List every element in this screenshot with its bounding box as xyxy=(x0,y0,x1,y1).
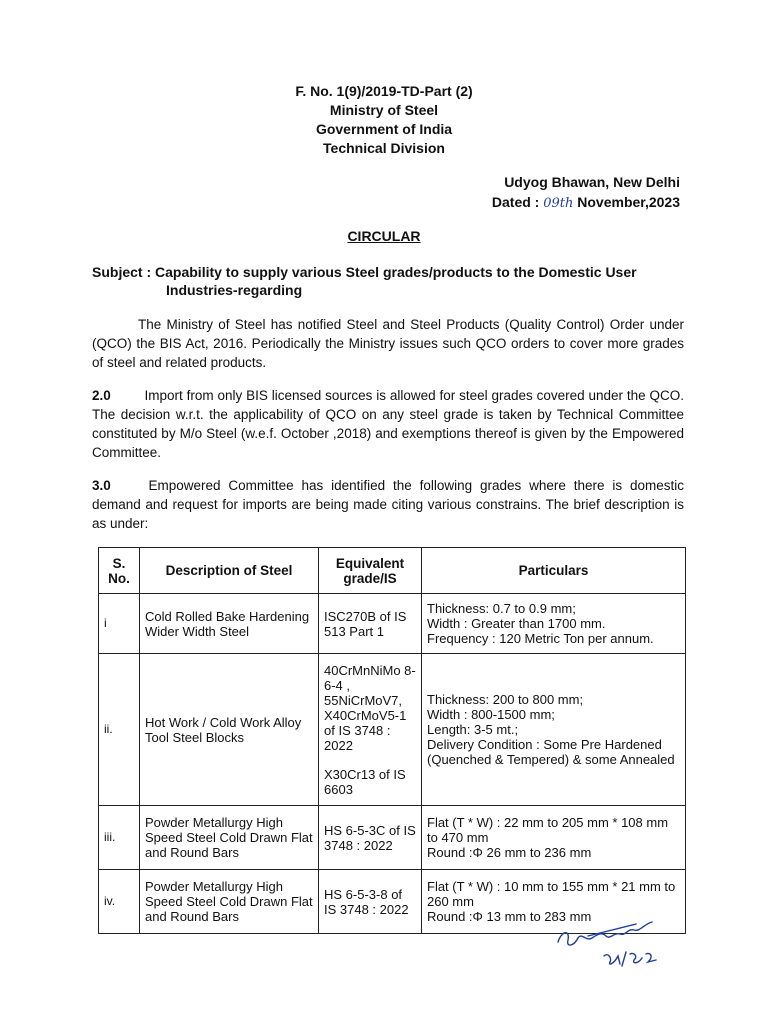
row-description: Hot Work / Cold Work Alloy Tool Steel Blocks xyxy=(140,654,319,806)
signature-strokes xyxy=(558,922,656,966)
table-row xyxy=(99,654,686,806)
circular-heading xyxy=(0,228,768,244)
row-sno: ii. xyxy=(99,654,140,806)
subject-label: Subject : xyxy=(92,264,152,280)
row-particulars: Thickness: 0.7 to 0.9 mm; Width : Greater than 1700 mm. Frequency : 120 Metric Ton per annum. xyxy=(422,594,686,654)
table-header-row xyxy=(99,548,686,594)
row-description: Powder Metallurgy High Speed Steel Cold Drawn Flat and Round Bars xyxy=(140,870,319,934)
row-sno: iii. xyxy=(99,806,140,870)
paragraph-1: The Ministry of Steel has notified Steel and Steel Products (Quality Control) Order under (QCO) the BIS Act, 2016. Periodically the Ministry issues such QCO orders to cover more grades of steel and related products. xyxy=(92,317,684,370)
subject-line-2: Industries-regarding xyxy=(166,282,303,298)
row-particulars: Flat (T * W) : 22 mm to 205 mm * 108 mm to 470 mm Round :Φ 26 mm to 236 mm xyxy=(422,806,686,870)
header-equivalent: Equivalent grade/IS xyxy=(319,548,422,594)
row-equivalent: HS 6-5-3C of IS 3748 : 2022 xyxy=(319,806,422,870)
row-sno: iv. xyxy=(99,870,140,934)
date-line xyxy=(480,192,680,214)
subject-block xyxy=(92,263,692,299)
date-month-year: November,2023 xyxy=(577,194,680,210)
file-number: F. No. 1(9)/2019-TD-Part (2) xyxy=(295,83,473,99)
table-row xyxy=(99,806,686,870)
steel-grades-table xyxy=(98,547,686,934)
paragraph-2 xyxy=(92,386,684,462)
place-date-block xyxy=(480,172,680,214)
subject-line-1: Capability to supply various Steel grades/products to the Domestic User xyxy=(155,264,637,280)
letter-header xyxy=(0,82,768,158)
row-particulars: Thickness: 200 to 800 mm; Width : 800-1500 mm; Length: 3-5 mt.; Delivery Condition : Some Pre Hardened (Quenched & Tempered) & some Annealed xyxy=(422,654,686,806)
table-row xyxy=(99,594,686,654)
row-equivalent: HS 6-5-3-8 of IS 3748 : 2022 xyxy=(319,870,422,934)
date-label: Dated : xyxy=(491,194,540,210)
equivalent-grades-secondary: X30Cr13 of IS 6603 xyxy=(324,766,406,797)
division-name: Technical Division xyxy=(323,140,445,156)
paragraph-2-text: Import from only BIS licensed sources is allowed for steel grades covered under the QCO. The decision w.r.t. the applicability of QCO on any steel grade is taken by Technical Committee constituted by M/o Steel (w.e.f. October ,2018) and exemptions thereof is given by the Empowered Committee. xyxy=(92,388,684,460)
government-name: Government of India xyxy=(315,121,453,137)
header-particulars: Particulars xyxy=(422,548,686,594)
row-description: Cold Rolled Bake Hardening Wider Width Steel xyxy=(140,594,319,654)
paragraph-3-number: 3.0 xyxy=(92,478,111,493)
row-equivalent xyxy=(319,654,422,806)
equivalent-grades-primary: 40CrMnNiMo 8-6-4 , 55NiCrMoV7, X40CrMoV5-1 of IS 3748 : 2022 xyxy=(324,662,416,753)
paragraph-3 xyxy=(92,476,684,533)
location: Udyog Bhawan, New Delhi xyxy=(504,174,680,190)
paragraph-2-number: 2.0 xyxy=(92,388,111,403)
row-sno: i xyxy=(99,594,140,654)
header-sno: S. No. xyxy=(99,548,140,594)
row-particulars: Flat (T * W) : 10 mm to 155 mm * 21 mm to 260 mm Round :Φ 13 mm to 283 mm xyxy=(422,870,686,934)
row-description: Powder Metallurgy High Speed Steel Cold Drawn Flat and Round Bars xyxy=(140,806,319,870)
handwritten-date: 09th xyxy=(543,196,574,211)
row-equivalent: ISC270B of IS 513 Part 1 xyxy=(319,594,422,654)
header-description: Description of Steel xyxy=(140,548,319,594)
ministry-name: Ministry of Steel xyxy=(329,102,439,118)
handwritten-signature xyxy=(548,912,698,972)
paragraph-3-text: Empowered Committee has identified the following grades where there is domestic demand and request for imports are being made citing various constrains. The brief description is as under: xyxy=(92,478,684,531)
circular-title: CIRCULAR xyxy=(347,228,421,244)
